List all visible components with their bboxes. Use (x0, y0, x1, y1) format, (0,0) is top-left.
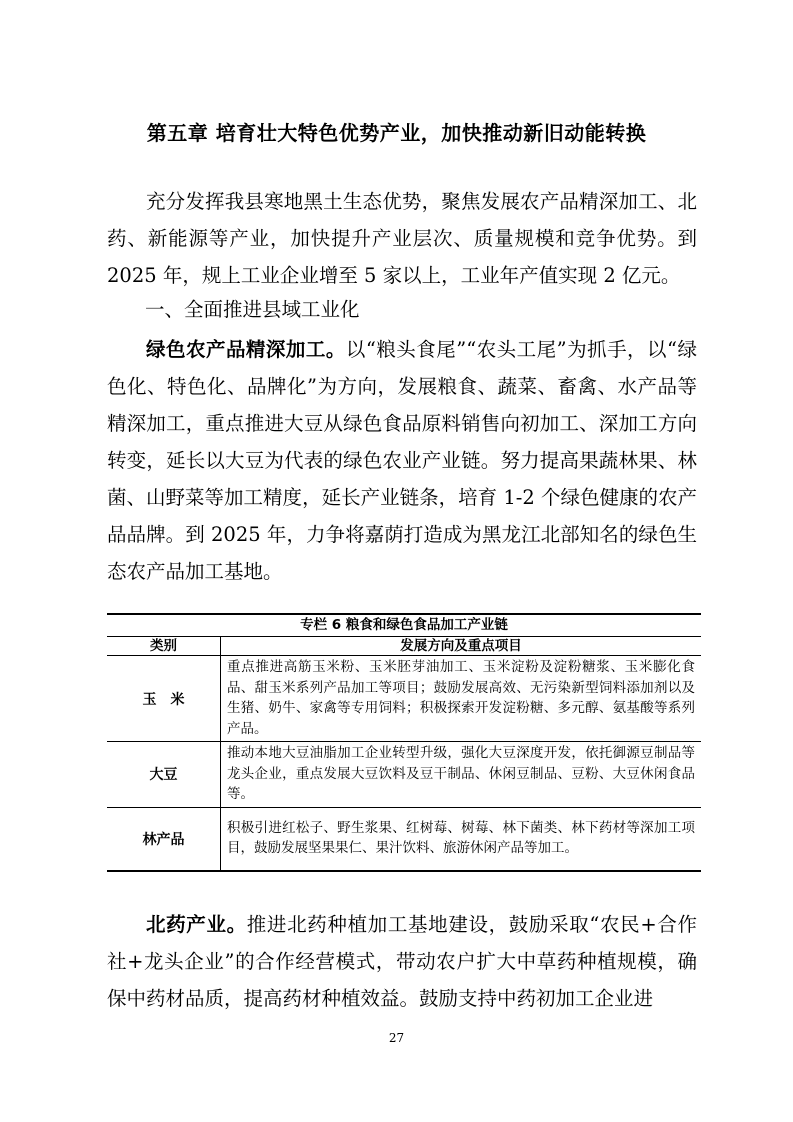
table-cell-category: 玉 米 (107, 656, 221, 742)
intro-paragraph (107, 183, 697, 294)
table-row (107, 807, 701, 871)
north-medicine-body: 推进北药种植加工基地建设，鼓励采取“农民+合作社+龙头企业”的合作经营模式，带动农户扩大中草药种植规模，确保中药材品质，提高药材种植效益。鼓励支持中药初加工企业进 (107, 913, 697, 1010)
table-header-direction: 发展方向及重点项目 (221, 637, 702, 656)
north-medicine-paragraph (107, 906, 697, 1017)
chapter-title: 第五章 培育壮大特色优势产业，加快推动新旧动能转换 (146, 121, 647, 145)
north-medicine-lead: 北药产业。 (146, 913, 247, 936)
green-processing-body: 以“粮头食尾”“农头工尾”为抓手，以“绿色化、特色化、品牌化”为方向，发展粮食、蔬菜、畜禽、水产品等精深加工，重点推进大豆从绿色食品原料销售向初加工、深加工方向转变，延长以大豆为代表的绿色农业产业链。努力提高果蔬林果、林菌、山野菜等加工精度，延长产业链条，培育 1-2 个绿色健康的农产品品牌。到 2025 年，力争将嘉荫打造成为黑龙江北部知名的绿色生态农产品加工基地。 (107, 338, 697, 583)
table-row (107, 742, 701, 808)
table-header-row (107, 637, 701, 656)
table-row (107, 656, 701, 742)
table-header-category: 类别 (107, 637, 221, 656)
north-medicine-text (107, 906, 697, 1017)
column-box-6 (107, 613, 701, 872)
page-number: 27 (388, 1031, 405, 1045)
green-processing-paragraph (107, 331, 697, 590)
intro-paragraph-text: 充分发挥我县寒地黑土生态优势，聚焦发展农产品精深加工、北药、新能源等产业，加快提升产业层次、质量规模和竞争优势。到 2025 年，规上工业企业增至 5 家以上，工业年产值实现 2 亿元。 (107, 190, 697, 287)
green-processing-text (107, 331, 697, 590)
section-heading: 一、全面推进县域工业化 (145, 298, 360, 321)
table-cell-category: 林产品 (107, 807, 221, 871)
table-cell-content: 推动本地大豆油脂加工企业转型升级，强化大豆深度开发，依托御源豆制品等龙头企业，重点发展大豆饮料及豆干制品、休闲豆制品、豆粉、大豆休闲食品等。 (221, 742, 702, 808)
table-cell-content: 积极引进红松子、野生浆果、红树莓、树莓、林下菌类、林下药材等深加工项目，鼓励发展坚果果仁、果汁饮料、旅游休闲产品等加工。 (221, 807, 702, 871)
box-title: 专栏 6 粮食和绿色食品加工产业链 (300, 617, 508, 633)
table-cell-category: 大豆 (107, 742, 221, 808)
industry-chain-table (107, 636, 701, 872)
table-cell-content: 重点推进高筋玉米粉、玉米胚芽油加工、玉米淀粉及淀粉糖浆、玉米膨化食品、甜玉米系列产品加工等项目；鼓励发展高效、无污染新型饲料添加剂以及生猪、奶牛、家禽等专用饲料；积极探索开发淀粉糖、多元醇、氨基酸等系列产品。 (221, 656, 702, 742)
green-processing-lead: 绿色农产品精深加工。 (146, 338, 346, 361)
